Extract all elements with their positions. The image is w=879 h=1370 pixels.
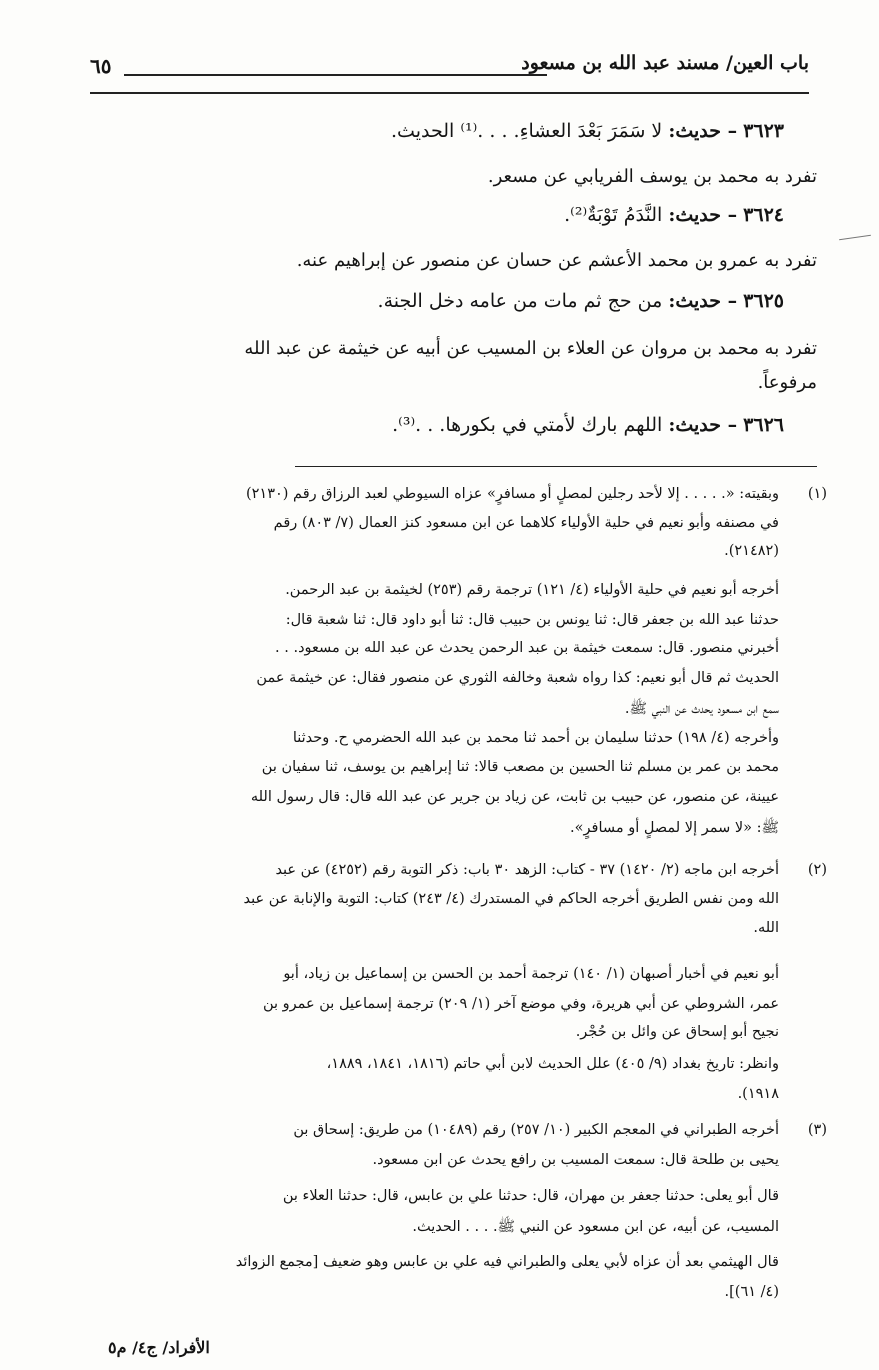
footnote-line: نجيح أبو إسحاق عن وائل بن حُجْر. xyxy=(575,1024,779,1040)
footnote-line: وانظر: تاريخ بغداد (٩/ ٤٠٥) علل الحديث لابن أبي حاتم (١٨١٦، ١٨٤١، ١٨٨٩، xyxy=(326,1056,779,1072)
footnote-line: أبو نعيم في أخبار أصبهان (١/ ١٤٠) ترجمة أحمد بن الحسن بن إسماعيل بن زياد، أبو xyxy=(283,966,779,982)
footnote-line: (٤/ ٦١)]. xyxy=(724,1284,779,1300)
hadith-text: اللهم بارك لأمتي في بكورها. . .⁽³⁾. xyxy=(392,414,663,436)
footnote-separator xyxy=(295,466,817,467)
hadith-keyword: حديث: xyxy=(668,120,721,142)
footnote-line: الله. xyxy=(753,920,779,936)
hadith-note: تفرد به محمد بن يوسف الفريابي عن مسعر. xyxy=(487,166,817,187)
footnote-line: في مصنفه وأبو نعيم في حلية الأولياء كلاهما عن ابن مسعود كنز العمال (٧/ ٨٠٣) رقم xyxy=(273,515,779,531)
footnote-line: عمر، الشروطي عن أبي هريرة، وفي موضع آخر (١/ ٢٠٩) ترجمة إسماعيل بن عمرو بن xyxy=(262,996,779,1012)
footnote-line: محمد بن عمر بن مسلم ثنا الحسين بن مصعب قالا: ثنا إبراهيم بن يوسف، ثنا سفيان بن xyxy=(261,759,779,775)
hadith-note: تفرد به محمد بن مروان عن العلاء بن المسيب عن أبيه عن خيثمة عن عبد الله xyxy=(244,338,817,359)
page-header xyxy=(90,52,809,96)
footnote-line: عيينة، عن منصور، عن حبيب بن ثابت، عن زياد بن جرير عن عبد الله قال: قال رسول الله xyxy=(250,789,779,805)
footnote-line: المسيب، عن أبيه، عن ابن مسعود عن النبي ﷺ. . . . الحديث. xyxy=(412,1219,779,1235)
footnote-line: (٢١٤٨٢). xyxy=(724,543,779,559)
hadith-number: ٣٦٢٣ xyxy=(743,120,784,142)
footnote-line: قال الهيثمي بعد أن عزاه لأبي يعلى والطبراني فيه علي بن عابس وهو ضعيف [مجمع الزوائد xyxy=(235,1254,779,1270)
footnote-marker: (١) xyxy=(807,486,827,502)
hadith-text: لا سَمَرَ بَعْدَ العشاءِ. . . .⁽¹⁾ الحديث. xyxy=(391,120,663,142)
footnote-line: ﷺ: «لا سمر إلا لمصلٍ أو مسافرٍ». xyxy=(570,820,779,836)
footnote-line: يحيى بن طلحة قال: سمعت المسيب بن رافع يحدث عن ابن مسعود. xyxy=(372,1152,779,1168)
footnote-line: ١٩١٨). xyxy=(737,1086,779,1102)
footnote-line: أخرجه الطبراني في المعجم الكبير (١٠/ ٢٥٧) رقم (١٠٤٨٩) من طريق: إسحاق بن xyxy=(293,1122,779,1138)
footnote-line: الله ومن نفس الطريق أخرجه الحاكم في المستدرك (٤/ ٢٤٣) كتاب: التوبة والإنابة عن عبد xyxy=(243,891,779,907)
footnote-line: قال أبو يعلى: حدثنا جعفر بن مهران، قال: حدثنا علي بن عابس، قال: حدثنا العلاء بن xyxy=(282,1188,779,1204)
header-bottom-rule xyxy=(90,92,809,94)
footnote-line: وأخرجه (٤/ ١٩٨) حدثنا سليمان بن أحمد ثنا محمد بن عبد الله الحضرمي ح. وحدثنا xyxy=(292,730,779,746)
hadith-keyword: حديث: xyxy=(668,290,721,312)
footnote-marker: (٢) xyxy=(807,862,827,878)
hadith-keyword: حديث: xyxy=(668,414,721,436)
hadith-entry: ٣٦٢٦ – حديث: اللهم بارك لأمتي في بكورها. . .⁽³⁾. xyxy=(392,414,784,436)
page-number: ٦٥ xyxy=(90,54,112,78)
margin-mark xyxy=(839,235,871,240)
hadith-number: ٣٦٢٤ xyxy=(743,204,784,226)
hadith-number: ٣٦٢٦ xyxy=(743,414,784,436)
hadith-text: من حج ثم مات من عامه دخل الجنة. xyxy=(377,290,663,312)
hadith-entry: ٣٦٢٥ – حديث: من حج ثم مات من عامه دخل الجنة. xyxy=(377,290,784,312)
footnote-line: الحديث ثم قال أبو نعيم: كذا رواه شعبة وخالفه الثوري عن منصور فقال: عن خيثمة عمن xyxy=(256,670,779,686)
running-title: باب العين/ مسند عبد الله بن مسعود xyxy=(521,52,809,74)
hadith-entry: ٣٦٢٣ – حديث: لا سَمَرَ بَعْدَ العشاءِ. . . .⁽¹⁾ الحديث. xyxy=(391,120,784,142)
header-rule xyxy=(124,74,547,76)
footnote-marker: (٣) xyxy=(807,1122,827,1138)
signature-mark: الأفراد/ ج٤/ م٥ xyxy=(108,1338,210,1357)
hadith-text: النَّدَمُ تَوْبَةٌ⁽²⁾. xyxy=(564,204,663,226)
hadith-number: ٣٦٢٥ xyxy=(743,290,784,312)
footnote-line: حدثنا عبد الله بن جعفر قال: ثنا يونس بن حبيب قال: ثنا أبو داود قال: ثنا شعبة قال: xyxy=(285,612,779,628)
footnote-line: سمع ابن مسعود يحدث عن النبي ﷺ. xyxy=(624,701,779,717)
hadith-note: تفرد به عمرو بن محمد الأعشم عن حسان عن منصور عن إبراهيم عنه. xyxy=(296,250,817,271)
footnote-line: أخبرني منصور. قال: سمعت خيثمة بن عبد الرحمن يحدث عن عبد الله بن مسعود. . . xyxy=(275,640,779,656)
footnote-line: أخرجه ابن ماجه (٢/ ١٤٢٠) ٣٧ - كتاب: الزهد ٣٠ باب: ذكر التوبة رقم (٤٢٥٢) عن عبد xyxy=(275,862,779,878)
footnote-line: أخرجه أبو نعيم في حلية الأولياء (٤/ ١٢١) ترجمة رقم (٢٥٣) لخيثمة بن عبد الرحمن. xyxy=(285,582,779,598)
hadith-keyword: حديث: xyxy=(668,204,721,226)
hadith-note: مرفوعاً. xyxy=(757,372,817,393)
hadith-entry: ٣٦٢٤ – حديث: النَّدَمُ تَوْبَةٌ⁽²⁾. xyxy=(564,204,784,226)
footnote-line: وبقيته: «. . . . . إلا لأحد رجلين لمصلٍ أو مسافرٍ» عزاه السيوطي لعبد الرزاق رقم (٢١٣٠) xyxy=(245,486,779,502)
